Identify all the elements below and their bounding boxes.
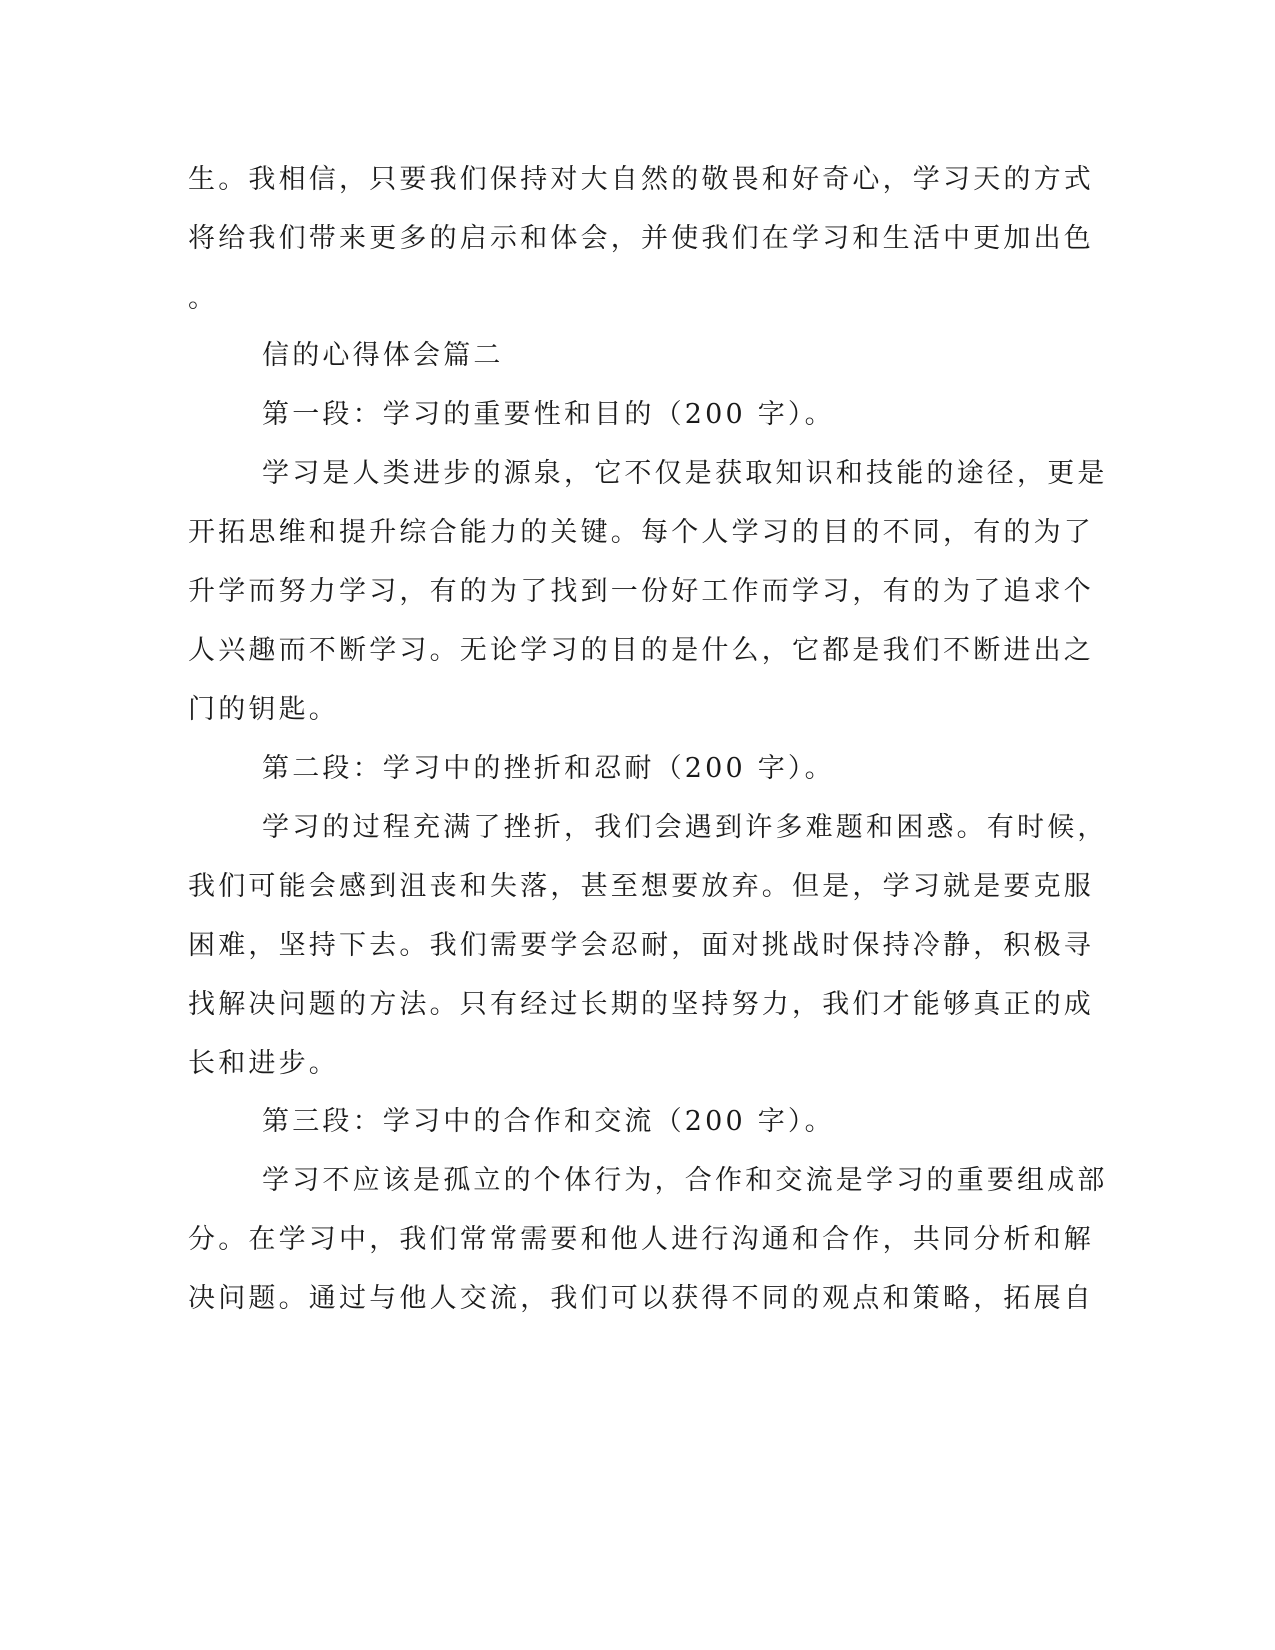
text-line: 升学而努力学习，有的为了找到一份好工作而学习，有的为了追求个 xyxy=(188,576,1094,607)
text-line: 人兴趣而不断学习。无论学习的目的是什么，它都是我们不断进出之 xyxy=(188,635,1094,666)
section-heading: 信的心得体会篇二 xyxy=(262,340,504,371)
text-line: 学习不应该是孤立的个体行为，合作和交流是学习的重要组成部 xyxy=(262,1165,1108,1196)
text-line: 决问题。通过与他人交流，我们可以获得不同的观点和策略，拓展自 xyxy=(188,1283,1094,1314)
text-line: 门的钥匙。 xyxy=(188,694,339,725)
paragraph-heading: 第二段：学习中的挫折和忍耐（200 字）。 xyxy=(262,753,835,784)
text-line: 学习的过程充满了挫折，我们会遇到许多难题和困惑。有时候， xyxy=(262,812,1108,843)
text-line: 分。在学习中，我们常常需要和他人进行沟通和合作，共同分析和解 xyxy=(188,1224,1094,1255)
text-line: 长和进步。 xyxy=(188,1048,339,1079)
paragraph-heading: 第三段：学习中的合作和交流（200 字）。 xyxy=(262,1106,835,1137)
text-line: 。 xyxy=(188,283,219,314)
text-line: 学习是人类进步的源泉，它不仅是获取知识和技能的途径，更是 xyxy=(262,458,1108,489)
text-line: 将给我们带来更多的启示和体会，并使我们在学习和生活中更加出色 xyxy=(188,223,1094,254)
text-line: 生。我相信，只要我们保持对大自然的敬畏和好奇心，学习天的方式 xyxy=(188,164,1094,195)
text-line: 找解决问题的方法。只有经过长期的坚持努力，我们才能够真正的成 xyxy=(188,989,1094,1020)
text-line: 我们可能会感到沮丧和失落，甚至想要放弃。但是，学习就是要克服 xyxy=(188,871,1094,902)
text-line: 开拓思维和提升综合能力的关键。每个人学习的目的不同，有的为了 xyxy=(188,517,1094,548)
paragraph-heading: 第一段：学习的重要性和目的（200 字）。 xyxy=(262,399,835,430)
text-line: 困难，坚持下去。我们需要学会忍耐，面对挑战时保持冷静，积极寻 xyxy=(188,930,1094,961)
